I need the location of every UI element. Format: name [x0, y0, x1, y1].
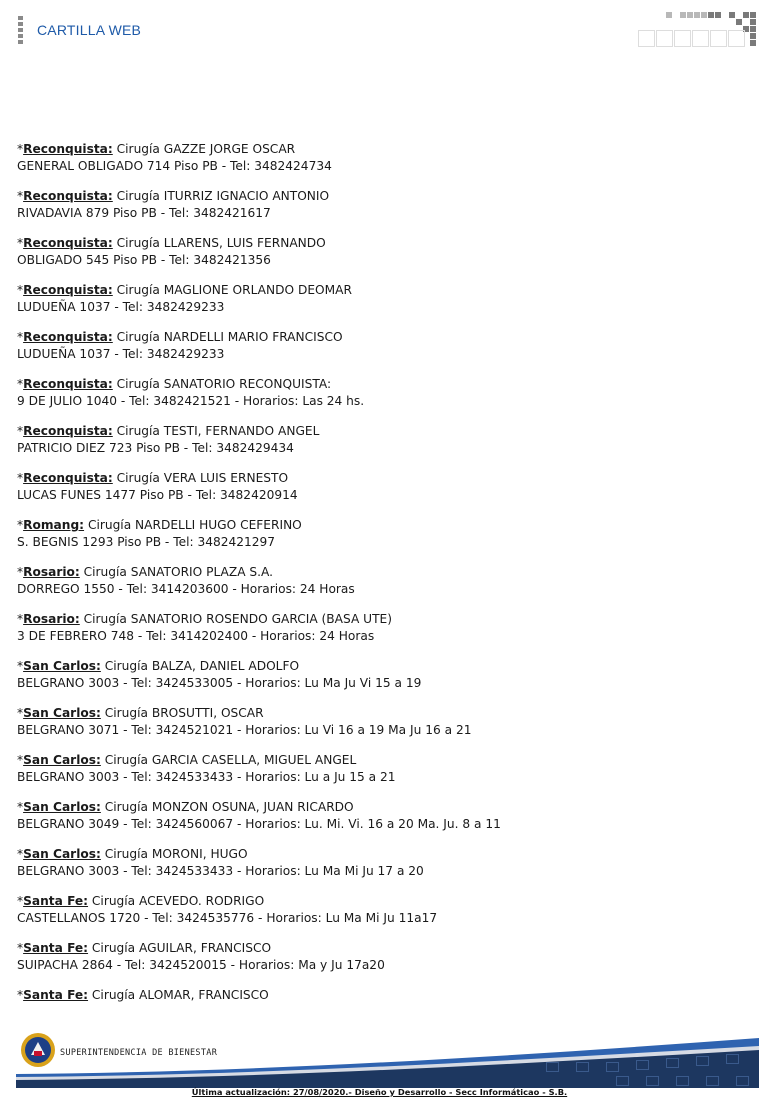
provider-heading-line: *Reconquista: Cirugía SANATORIO RECONQUISTA: [17, 377, 332, 391]
provider-address: 3 DE FEBRERO 748 - Tel: 3414202400 - Horarios: 24 Horas [17, 629, 375, 643]
provider-name: Cirugía ALOMAR, FRANCISCO [91, 988, 269, 1002]
provider-name: Cirugía AGUILAR, FRANCISCO [91, 941, 272, 955]
provider-address: GENERAL OBLIGADO 714 Piso PB - Tel: 3482424734 [17, 159, 332, 173]
provider-city: Romang: [23, 518, 85, 532]
provider-city: San Carlos: [23, 706, 101, 720]
provider-entry [17, 846, 737, 880]
provider-city: San Carlos: [23, 753, 101, 767]
provider-name: Cirugía MAGLIONE ORLANDO DEOMAR [116, 283, 352, 297]
provider-name: Cirugía SANATORIO PLAZA S.A. [83, 565, 274, 579]
provider-entry [17, 188, 737, 222]
provider-heading-line: *Reconquista: Cirugía TESTI, FERNANDO ANGEL [17, 424, 320, 438]
provider-name: Cirugía ITURRIZ IGNACIO ANTONIO [116, 189, 330, 203]
provider-name: Cirugía ACEVEDO. RODRIGO [91, 894, 265, 908]
provider-heading-line: *San Carlos: Cirugía MORONI, HUGO [17, 847, 248, 861]
provider-heading-line: *Reconquista: Cirugía ITURRIZ IGNACIO ANTONIO [17, 189, 330, 203]
provider-entry [17, 893, 737, 927]
provider-name: Cirugía NARDELLI MARIO FRANCISCO [116, 330, 343, 344]
provider-address: BELGRANO 3071 - Tel: 3424521021 - Horarios: Lu Vi 16 a 19 Ma Ju 16 a 21 [17, 723, 472, 737]
provider-address: BELGRANO 3003 - Tel: 3424533005 - Horarios: Lu Ma Ju Vi 15 a 19 [17, 676, 422, 690]
provider-entry [17, 423, 737, 457]
provider-heading-line: *Reconquista: Cirugía MAGLIONE ORLANDO DEOMAR [17, 283, 352, 297]
provider-city: Santa Fe: [23, 894, 89, 908]
provider-entry [17, 141, 737, 175]
provider-city: Reconquista: [23, 142, 113, 156]
provider-name: Cirugía GARCIA CASELLA, MIGUEL ANGEL [104, 753, 357, 767]
provider-heading-line: *Reconquista: Cirugía NARDELLI MARIO FRANCISCO [17, 330, 343, 344]
provider-city: Reconquista: [23, 283, 113, 297]
provider-entry [17, 799, 737, 833]
provider-name: Cirugía VERA LUIS ERNESTO [116, 471, 289, 485]
institution-seal-icon [20, 1032, 56, 1068]
provider-city: Rosario: [23, 612, 80, 626]
provider-city: Reconquista: [23, 424, 113, 438]
provider-entry [17, 940, 737, 974]
last-update-note: Última actualización: 27/08/2020.- Diseño y Desarrollo - Secc Informáticao - S.B. [191, 1087, 568, 1097]
provider-name: Cirugía MORONI, HUGO [104, 847, 248, 861]
provider-entry [17, 329, 737, 363]
provider-name: Cirugía NARDELLI HUGO CEFERINO [87, 518, 302, 532]
provider-address: S. BEGNIS 1293 Piso PB - Tel: 3482421297 [17, 535, 275, 549]
provider-entry [17, 752, 737, 786]
provider-name: Cirugía SANATORIO ROSENDO GARCIA (BASA UTE) [83, 612, 392, 626]
provider-entry [17, 282, 737, 316]
footer-wave-banner [16, 1028, 759, 1088]
provider-heading-line: *Reconquista: Cirugía VERA LUIS ERNESTO [17, 471, 289, 485]
provider-address: BELGRANO 3003 - Tel: 3424533433 - Horarios: Lu a Ju 15 a 21 [17, 770, 396, 784]
provider-city: Reconquista: [23, 330, 113, 344]
provider-address: SUIPACHA 2864 - Tel: 3424520015 - Horarios: Ma y Ju 17a20 [17, 958, 385, 972]
provider-address: 9 DE JULIO 1040 - Tel: 3482421521 - Horarios: Las 24 hs. [17, 394, 365, 408]
provider-city: San Carlos: [23, 659, 101, 673]
provider-address: DORREGO 1550 - Tel: 3414203600 - Horarios: 24 Horas [17, 582, 355, 596]
provider-heading-line: *San Carlos: Cirugía BROSUTTI, OSCAR [17, 706, 264, 720]
provider-list [17, 141, 737, 1004]
provider-name: Cirugía MONZON OSUNA, JUAN RICARDO [104, 800, 354, 814]
provider-entry [17, 564, 737, 598]
provider-entry [17, 470, 737, 504]
organization-name: SUPERINTENDENCIA DE BIENESTAR [60, 1048, 218, 1058]
provider-heading-line: *San Carlos: Cirugía GARCIA CASELLA, MIGUEL ANGEL [17, 753, 357, 767]
provider-heading-line: *Rosario: Cirugía SANATORIO ROSENDO GARCIA (BASA UTE) [17, 612, 392, 626]
provider-address: BELGRANO 3003 - Tel: 3424533433 - Horarios: Lu Ma Mi Ju 17 a 20 [17, 864, 424, 878]
provider-address: PATRICIO DIEZ 723 Piso PB - Tel: 3482429434 [17, 441, 294, 455]
provider-address: CASTELLANOS 1720 - Tel: 3424535776 - Horarios: Lu Ma Mi Ju 11a17 [17, 911, 438, 925]
provider-address: RIVADAVIA 879 Piso PB - Tel: 3482421617 [17, 206, 271, 220]
provider-city: Reconquista: [23, 377, 113, 391]
provider-city: Reconquista: [23, 236, 113, 250]
provider-entry [17, 658, 737, 692]
provider-name: Cirugía BROSUTTI, OSCAR [104, 706, 264, 720]
provider-name: Cirugía LLARENS, LUIS FERNANDO [116, 236, 326, 250]
provider-heading-line: *Reconquista: Cirugía LLARENS, LUIS FERNANDO [17, 236, 326, 250]
provider-address: LUDUEÑA 1037 - Tel: 3482429233 [17, 300, 225, 314]
provider-address: LUDUEÑA 1037 - Tel: 3482429233 [17, 347, 225, 361]
provider-name: Cirugía TESTI, FERNANDO ANGEL [116, 424, 320, 438]
provider-name: Cirugía SANATORIO RECONQUISTA: [116, 377, 332, 391]
provider-name: Cirugía BALZA, DANIEL ADOLFO [104, 659, 300, 673]
provider-entry [17, 376, 737, 410]
provider-city: San Carlos: [23, 800, 101, 814]
provider-entry [17, 235, 737, 269]
provider-heading-line: *San Carlos: Cirugía MONZON OSUNA, JUAN RICARDO [17, 800, 354, 814]
page-title: CARTILLA WEB [37, 22, 142, 38]
provider-heading-line: *Santa Fe: Cirugía ALOMAR, FRANCISCO [17, 988, 269, 1002]
provider-heading-line: *Reconquista: Cirugía GAZZE JORGE OSCAR [17, 142, 296, 156]
provider-entry [17, 705, 737, 739]
provider-address: LUCAS FUNES 1477 Piso PB - Tel: 3482420914 [17, 488, 298, 502]
provider-entry [17, 611, 737, 645]
provider-city: Reconquista: [23, 189, 113, 203]
provider-address: OBLIGADO 545 Piso PB - Tel: 3482421356 [17, 253, 271, 267]
provider-entry [17, 517, 737, 551]
provider-city: Rosario: [23, 565, 80, 579]
header-accent-bar [18, 16, 23, 46]
provider-city: Santa Fe: [23, 988, 89, 1002]
provider-heading-line: *Rosario: Cirugía SANATORIO PLAZA S.A. [17, 565, 274, 579]
provider-city: Reconquista: [23, 471, 113, 485]
provider-heading-line: *San Carlos: Cirugía BALZA, DANIEL ADOLFO [17, 659, 300, 673]
provider-heading-line: *Romang: Cirugía NARDELLI HUGO CEFERINO [17, 518, 302, 532]
provider-entry [17, 987, 737, 1004]
provider-name: Cirugía GAZZE JORGE OSCAR [116, 142, 296, 156]
provider-address: BELGRANO 3049 - Tel: 3424560067 - Horarios: Lu. Mi. Vi. 16 a 20 Ma. Ju. 8 a 11 [17, 817, 501, 831]
decorative-squares [636, 12, 758, 48]
provider-city: San Carlos: [23, 847, 101, 861]
provider-city: Santa Fe: [23, 941, 89, 955]
provider-heading-line: *Santa Fe: Cirugía AGUILAR, FRANCISCO [17, 941, 272, 955]
provider-heading-line: *Santa Fe: Cirugía ACEVEDO. RODRIGO [17, 894, 265, 908]
